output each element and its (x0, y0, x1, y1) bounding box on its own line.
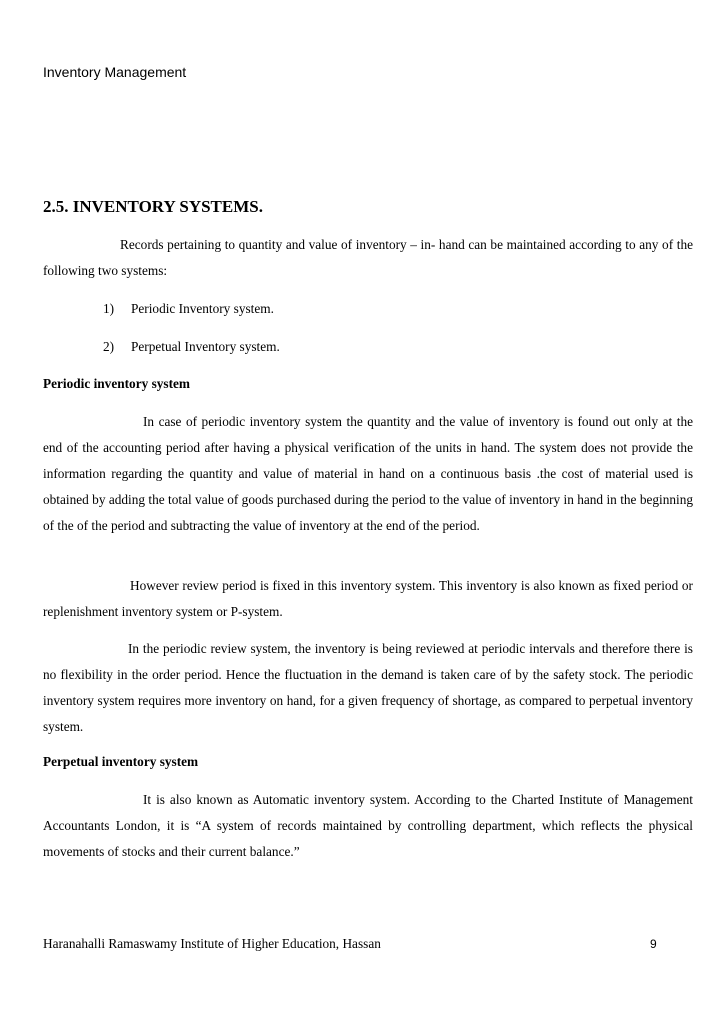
list-item (103, 339, 280, 355)
periodic-paragraph-1: In case of periodic inventory system the quantity and the value of inventory is found out only at the end of the accounting period after having a physical verification of the units in hand. The system does not provide the information regarding the quantity and value of material in hand on a continuous basis .the cost of material used is obtained by adding the total value of goods purchased during the period to the value of inventory in hand in the beginning of the of the period and subtracting the value of inventory at the end of the period. (43, 414, 693, 533)
periodic-paragraph-2: However review period is fixed in this inventory system. This inventory is also known as fixed period or replenishment inventory system or P-system. (43, 578, 693, 619)
footer-institute: Haranahalli Ramaswamy Institute of Higher Education, Hassan (43, 936, 381, 951)
list-number: 1) (103, 301, 115, 316)
list-text: Perpetual Inventory system. (131, 339, 280, 354)
section-title: 2.5. INVENTORY SYSTEMS. (43, 197, 263, 216)
periodic-heading: Periodic inventory system (43, 376, 190, 391)
periodic-paragraph-3: In the periodic review system, the inventory is being reviewed at periodic intervals and therefore there is no flexibility in the order period. Hence the fluctuation in the demand is taken care of by the safety stock. The periodic inventory system requires more inventory on hand, for a given frequency of shortage, as compared to perpetual inventory system. (43, 641, 693, 734)
intro-paragraph: Records pertaining to quantity and value of inventory – in- hand can be maintained according to any of the following two systems: (43, 237, 693, 278)
perpetual-paragraph-1: It is also known as Automatic inventory system. According to the Charted Institute of Management Accountants London, it is “A system of records maintained by controlling department, which reflects the physical movements of stocks and their current balance.” (43, 792, 693, 859)
list-text: Periodic Inventory system. (131, 301, 274, 316)
running-header: Inventory Management (43, 64, 187, 80)
perpetual-heading: Perpetual inventory system (43, 754, 199, 769)
list-item (103, 301, 274, 317)
page-number: 9 (650, 937, 657, 951)
list-number: 2) (103, 339, 115, 354)
